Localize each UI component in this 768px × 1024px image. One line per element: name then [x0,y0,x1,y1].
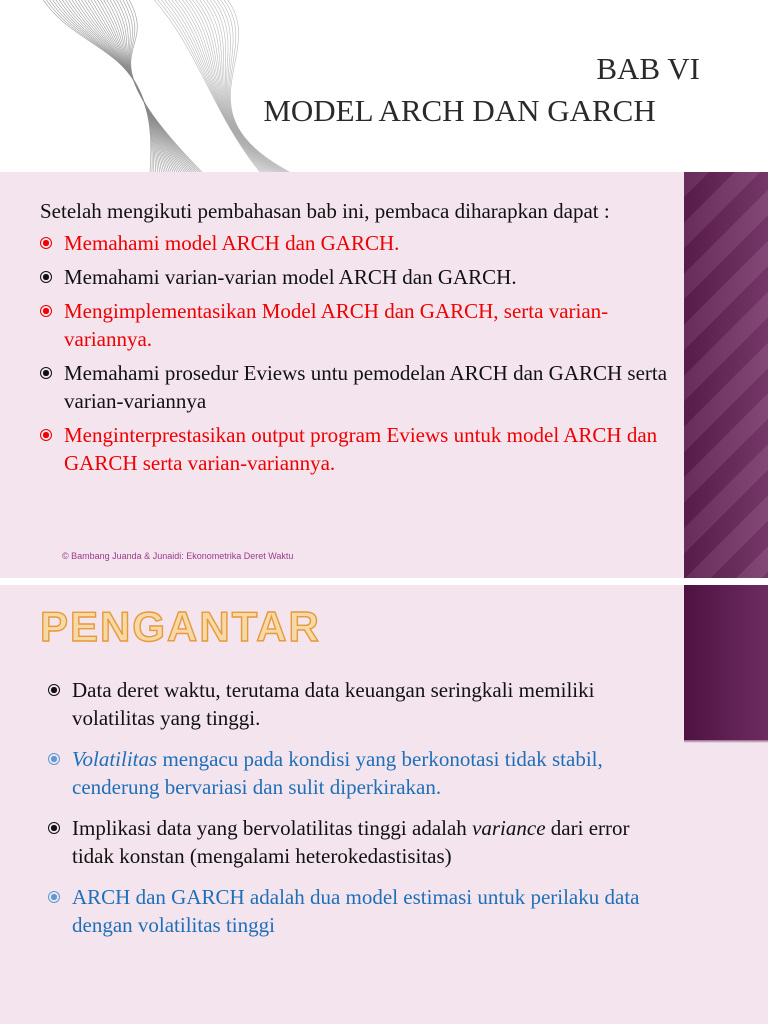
title-line-2: MODEL ARCH DAN GARCH [263,93,656,128]
bullet-icon [48,753,60,765]
objective-text: Memahami prosedur Eviews untu pemodelan ARCH dan GARCH serta varian-variannya [64,361,668,413]
bullet-text-part: Data deret waktu, terutama data keuangan seringkali memiliki volatilitas yang tinggi. [72,678,595,730]
objective-text: Menginterprestasikan output program Eviews untuk model ARCH dan GARCH serta varian-variannya. [64,423,658,475]
bullet-text-italic: variance [472,816,546,840]
side-bar-decoration [684,172,768,578]
intro-content [48,676,648,952]
slide-1-header [0,0,768,172]
bullet-text-part: dari error tidak konstan (mengalami heterokedastisitas) [72,816,630,868]
bullet-icon [48,822,60,834]
objective-item [40,421,680,477]
side-bar-decoration-2 [684,585,768,1024]
objectives-list [40,229,680,477]
slide-title [263,48,700,132]
bullet-icon [48,891,60,903]
bullet-text [72,747,603,799]
section-heading: PENGANTAR [40,603,321,650]
intro-bullet-list [48,676,648,939]
bullet-text [72,816,630,868]
bullet-text-part: ARCH dan GARCH adalah dua model estimasi untuk perilaku data dengan volatilitas tinggi [72,885,640,937]
wave-graphic-icon [0,0,300,172]
intro-bullet-item [48,676,648,732]
title-line-1: BAB VI [596,51,700,86]
objective-item [40,359,680,415]
objective-item [40,297,680,353]
copyright-footer: © Bambang Juanda & Junaidi: Ekonometrika Deret Waktu [62,551,294,561]
bullet-icon [40,271,52,283]
objective-item [40,263,680,291]
objective-text: Mengimplementasikan Model ARCH dan GARCH, serta varian-variannya. [64,299,609,351]
intro-text: Setelah mengikuti pembahasan bab ini, pembaca diharapkan dapat : [40,199,610,223]
objective-item [40,229,680,257]
objectives-content [40,197,680,483]
bullet-icon [40,237,52,249]
intro-bullet-item [48,814,648,870]
bullet-text [72,678,594,730]
slide-2 [0,585,768,1024]
objective-text: Memahami model ARCH dan GARCH. [64,231,400,255]
bullet-text-part: mengacu pada kondisi yang berkonotasi tidak stabil, cenderung bervariasi dan sulit diperkirakan. [72,747,603,799]
bullet-icon [40,367,52,379]
intro-bullet-item [48,745,648,801]
objective-text: Memahami varian-varian model ARCH dan GARCH. [64,265,517,289]
bullet-text-italic: Volatilitas [72,747,158,771]
intro-bullet-item [48,883,648,939]
bullet-text-part: Implikasi data yang bervolatilitas tinggi adalah [72,816,473,840]
bullet-icon [48,684,60,696]
bullet-icon [40,429,52,441]
bullet-text [72,885,639,937]
bullet-icon [40,305,52,317]
